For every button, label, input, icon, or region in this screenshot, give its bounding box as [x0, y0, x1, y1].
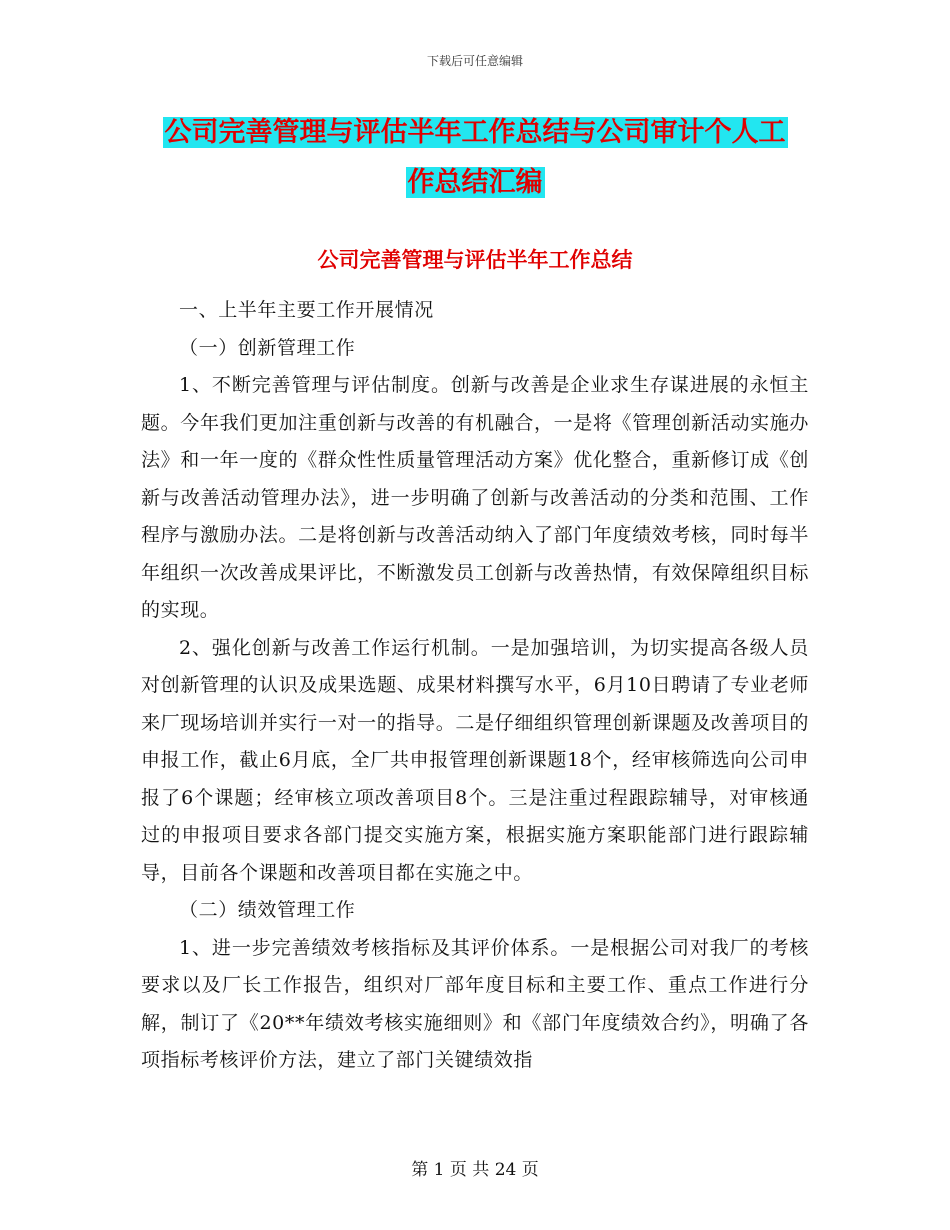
header-note: 下载后可任意编辑	[426, 54, 523, 68]
section-title: 公司完善管理与评估半年工作总结	[317, 248, 633, 272]
subheading-performance: （二）绩效管理工作	[179, 899, 356, 921]
document-title	[0, 108, 950, 208]
document-body	[141, 292, 809, 1080]
paragraph-2: 2、强化创新与改善工作运行机制。一是加强培训，为切实提高各级人员对创新管理的认识及成果选题、成果材料撰写水平，6月10日聘请了专业老师来厂现场培训并实行一对一的指导。二是仔细组织管理创新课题及改善项目的申报工作，截止6月底，全厂共申报管理创新课题18个，经审核筛选向公司申报了6个课题；经审核立项改善项目8个。三是注重过程跟踪辅导，对审核通过的申报项目要求各部门提交实施方案，根据实施方案职能部门进行跟踪辅导，目前各个课题和改善项目都在实施之中。	[141, 636, 809, 884]
page-footer: 第 1 页 共 24 页	[411, 1160, 539, 1180]
heading-1: 一、上半年主要工作开展情况	[179, 299, 434, 321]
title-line-1: 公司完善管理与评估半年工作总结与公司审计个人工	[164, 117, 786, 148]
paragraph-3: 1、进一步完善绩效考核指标及其评价体系。一是根据公司对我厂的考核要求以及厂长工作报告，组织对厂部年度目标和主要工作、重点工作进行分解，制订了《20**年绩效考核实施细则》和《部门年度绩效合约》，明确了各项指标考核评价方法，建立了部门关键绩效指	[141, 936, 809, 1071]
subheading-innovation: （一）创新管理工作	[179, 336, 356, 359]
paragraph-1: 1、不断完善管理与评估制度。创新与改善是企业求生存谋进展的永恒主题。今年我们更加注重创新与改善的有机融合，一是将《管理创新活动实施办法》和一年一度的《群众性性质量管理活动方案》优化整合，重新修订成《创新与改善活动管理办法》，进一步明确了创新与改善活动的分类和范围、工作程序与激励办法。二是将创新与改善活动纳入了部门年度绩效考核，同时每半年组织一次改善成果评比，不断激发员工创新与改善热情，有效保障组织目标的实现。	[141, 374, 809, 621]
title-line-2: 作总结汇编	[407, 167, 543, 198]
